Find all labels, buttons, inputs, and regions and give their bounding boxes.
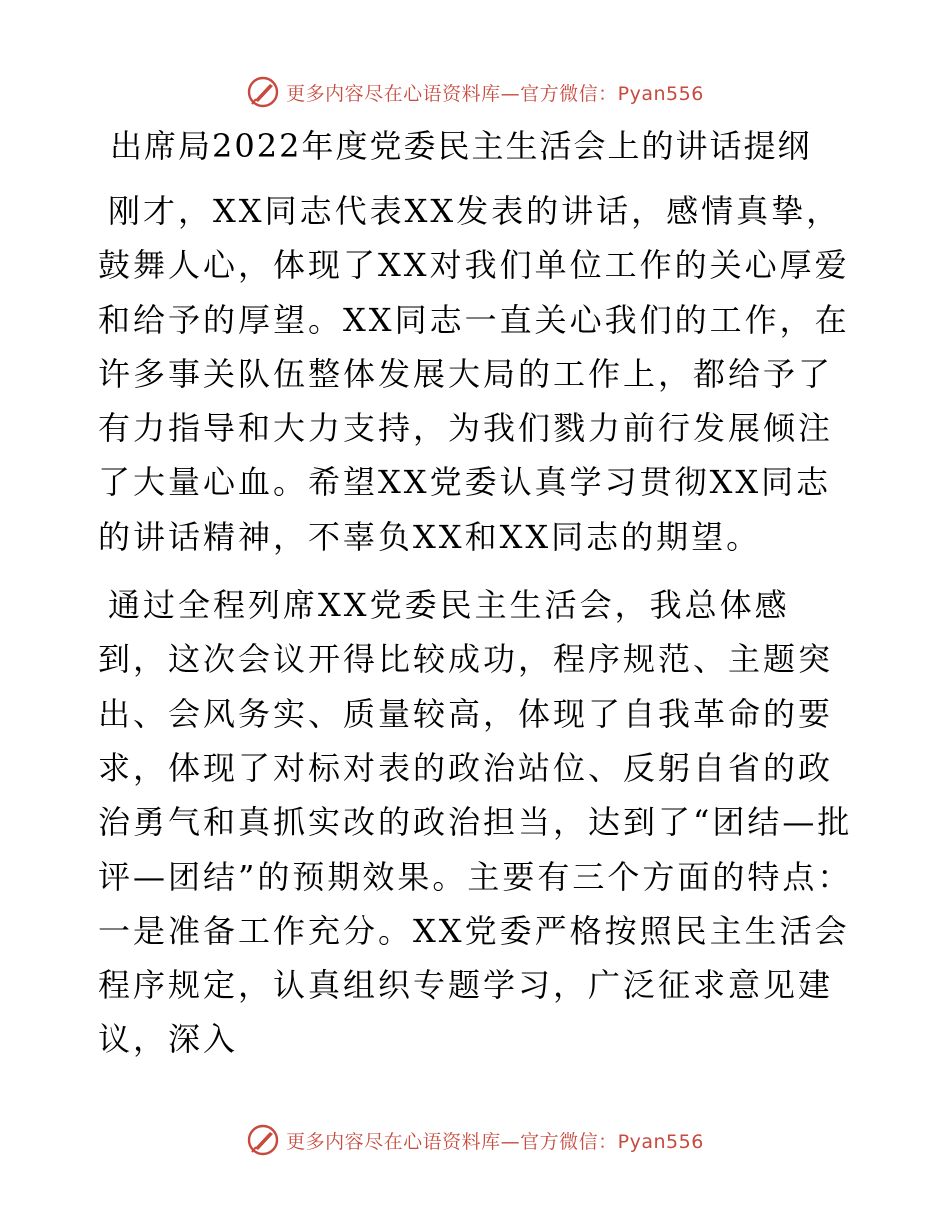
quill-pen-logo-icon — [246, 75, 280, 109]
header-watermark-banner — [0, 72, 950, 112]
watermark-text: 更多内容尽在心语资料库—官方微信：Pyan556 — [286, 82, 704, 105]
watermark-text: 更多内容尽在心语资料库—官方微信：Pyan556 — [286, 1130, 704, 1153]
paragraph-1: 刚才，XX同志代表XX发表的讲话，感情真挚，鼓舞人心，体现了XX对我们单位工作的关心厚爱和给予的厚望。XX同志一直关心我们的工作，在许多事关队伍整体发展大局的工作上，都给予了有力指导和大力支持，为我们戮力前行发展倾注了大量心血。希望XX党委认真学习贯彻XX同志的讲话精神，不辜负XX和XX同志的期望。 — [98, 192, 850, 556]
quill-pen-logo-icon — [246, 1123, 280, 1157]
footer-watermark-banner — [0, 1120, 950, 1160]
paragraph-2: 通过全程列席XX党委民主生活会，我总体感到，这次会议开得比较成功，程序规范、主题突出、会风务实、质量较高，体现了自我革命的要求，体现了对标对表的政治站位、反躬自省的政治勇气和真抓实改的政治担当，达到了“团结—批评—团结”的预期效果。主要有三个方面的特点：一是准备工作充分。XX党委严格按照民主生活会程序规定，认真组织专题学习，广泛征求意见建议，深入 — [98, 586, 853, 1059]
document-title: 出席局2022年度党委民主生活会上的讲话提纲 — [110, 127, 812, 165]
document-body — [98, 120, 858, 1067]
